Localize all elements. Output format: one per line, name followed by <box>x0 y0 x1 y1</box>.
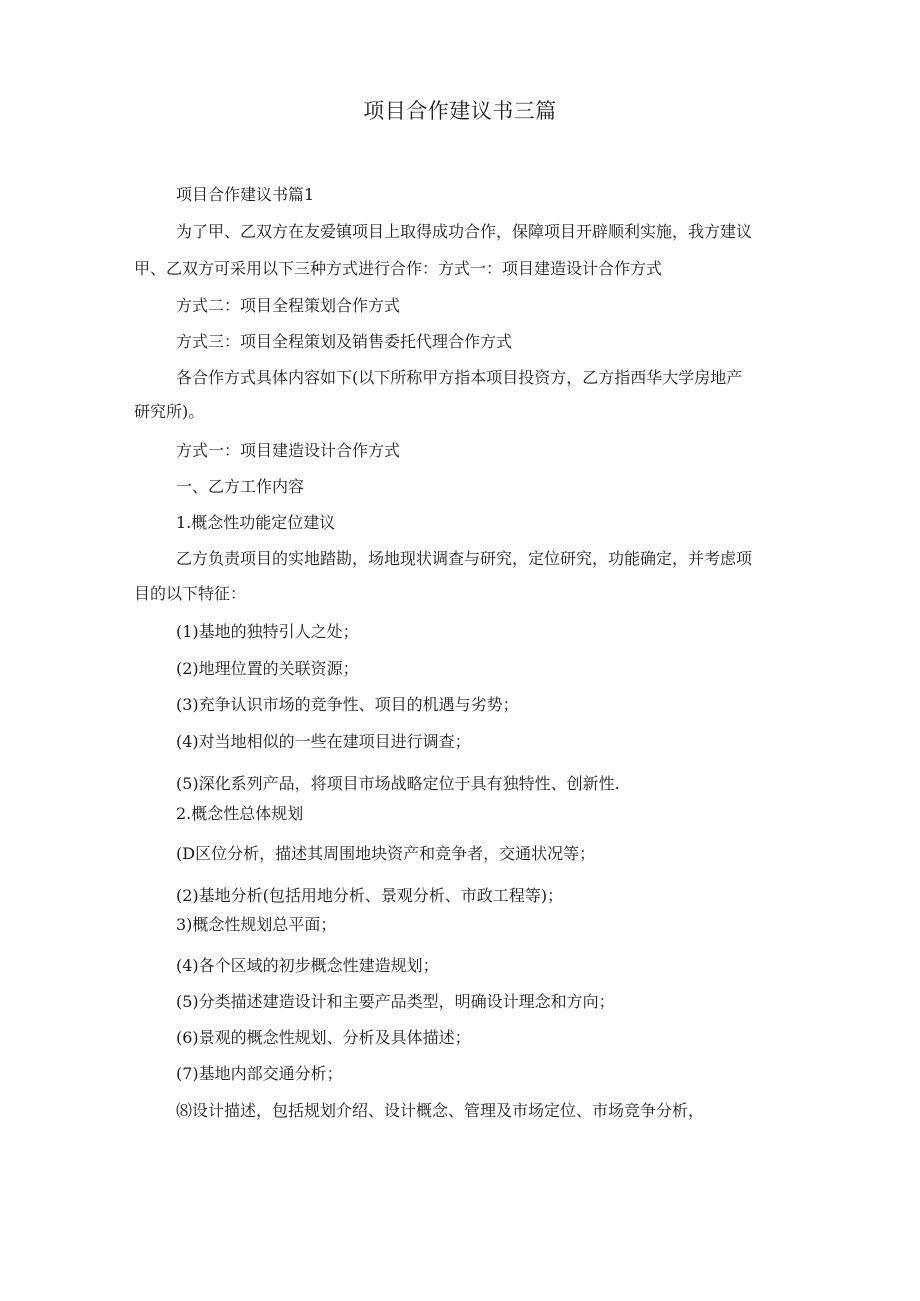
document-title: 项目合作建议书三篇 <box>363 99 557 123</box>
list-item: (3)充争认识市场的竞争性、项目的机遇与劣势； <box>176 695 519 714</box>
paragraph-line: 目的以下特征： <box>134 584 247 603</box>
subsection-heading: 2.概念性总体规划 <box>176 804 304 823</box>
list-item: 3)概念性规划总平面； <box>176 915 337 934</box>
list-item: (2)基地分析(包括用地分析、景观分析、市政工程等)； <box>176 886 564 905</box>
list-item: (5)深化系列产品，将项目市场战略定位于具有独特性、创新性. <box>176 774 620 793</box>
paragraph-line: 各合作方式具体内容如下(以下所称甲方指本项目投资方，乙方指西华大学房地产 <box>176 368 743 387</box>
subsection-heading: 1.概念性功能定位建议 <box>176 513 336 532</box>
list-item: (4)各个区域的初步概念性建造规划； <box>176 956 439 975</box>
paragraph-line: 研究所)。 <box>134 402 205 421</box>
list-item: (2)地理位置的关联资源； <box>176 659 359 678</box>
paragraph-line: 方式三：项目全程策划及销售委托代理合作方式 <box>176 332 513 351</box>
list-item: (7)基地内部交通分析； <box>176 1064 343 1083</box>
list-item: (1)基地的独特引人之处； <box>176 622 359 641</box>
list-item: (6)景观的概念性规划、分析及具体描述； <box>176 1028 471 1047</box>
section-heading: 一、乙方工作内容 <box>176 477 305 496</box>
list-item: (5)分类描述建造设计和主要产品类型，明确设计理念和方向； <box>176 992 615 1011</box>
paragraph-line: 方式二：项目全程策划合作方式 <box>176 296 401 315</box>
list-item: ⑻设计描述，包括规划介绍、设计概念、管理及市场定位、市场竞争分析， <box>176 1101 705 1120</box>
paragraph-line: 乙方负责项目的实地踏勘，场地现状调查与研究，定位研究，功能确定，并考虑项 <box>176 549 753 568</box>
list-item: (D区位分析，描述其周围地块资产和竞争者，交通状况等； <box>176 844 596 863</box>
paragraph-line: 为了甲、乙双方在友爱镇项目上取得成功合作，保障项目开辟顺利实施，我方建议 <box>176 222 753 241</box>
paragraph-line: 甲、乙双方可采用以下三种方式进行合作：方式一：项目建造设计合作方式 <box>134 259 663 278</box>
list-item: (4)对当地相似的一些在建项目进行调查； <box>176 732 471 751</box>
section-heading: 项目合作建议书篇1 <box>176 185 315 204</box>
paragraph-line: 方式一：项目建造设计合作方式 <box>176 441 401 460</box>
